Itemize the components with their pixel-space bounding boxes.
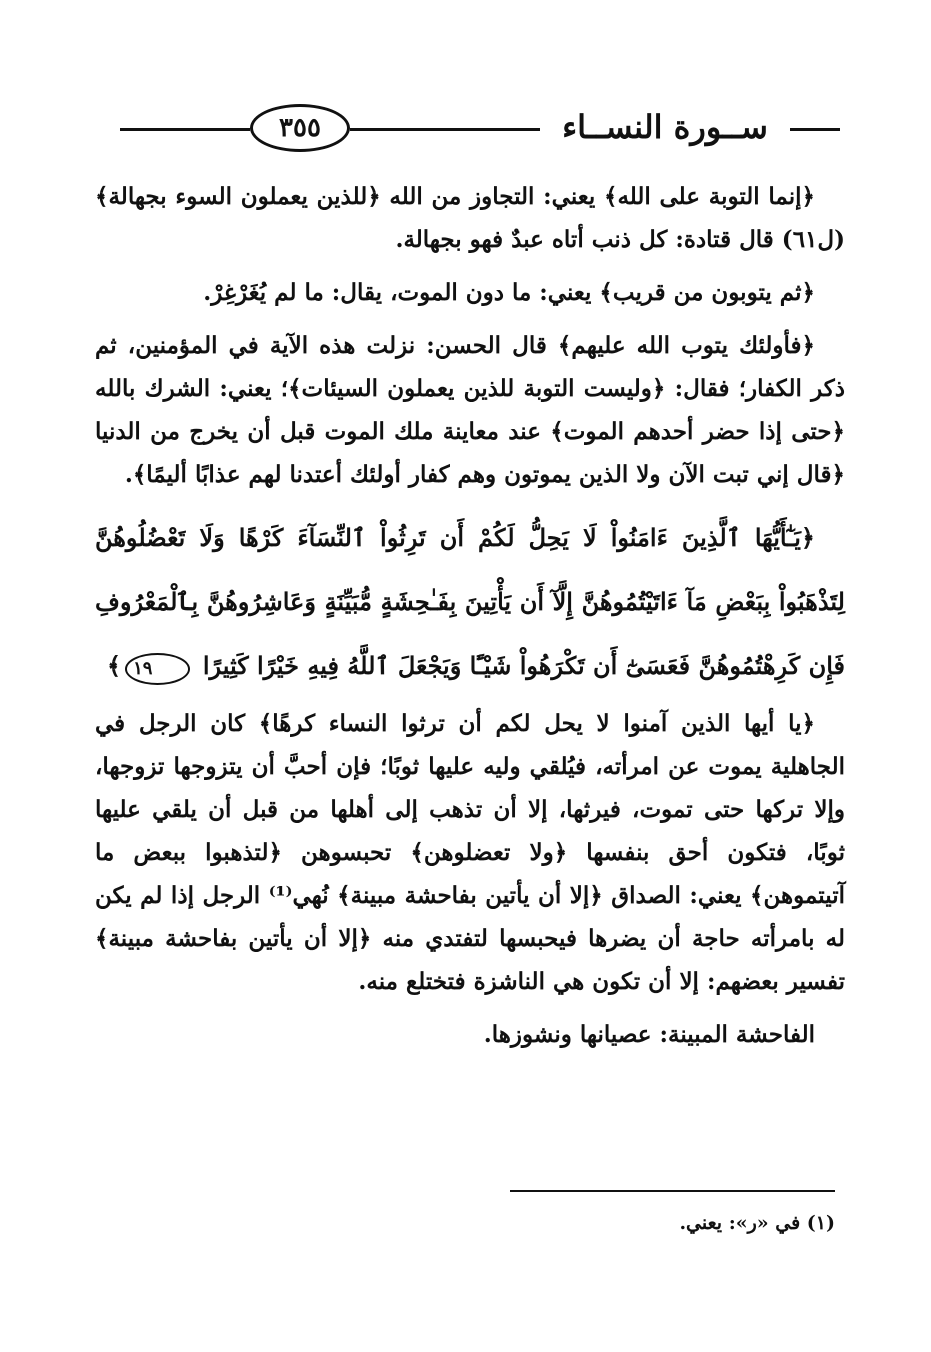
paragraph: ﴿إنما التوبة على الله﴾ يعني: التجاوز من الله ﴿للذين يعملون السوء بجهالة﴾ (ل٦١) قال قتادة: كل ذنب أتاه عبدٌ فهو بجهالة. <box>95 183 845 253</box>
verse-number: ١٩ <box>125 653 190 685</box>
header-rule <box>120 128 250 131</box>
paragraph: ﴿يا أيها الذين آمنوا لا يحل لكم أن ترثوا النساء كرهًا﴾ كان الرجل في الجاهلية يموت عن امرأته، فيُلقي وليه عليها ثوبًا؛ فإن أحبَّ أن يتزوجها تزوجها، وإلا تركها حتى تموت، فيرثها، إلا أن تذهب إلى أهلها من قبل أن يلقي عليها ثوبًا، فتكون أحق بنفسها ﴿ولا تعضلوهن﴾ تحبسوهن ﴿لتذهبوا ببعض ما آتيتموهن﴾ يعني: الصداق ﴿إلا أن يأتين بفاحشة مبينة﴾ نُهي⁽¹⁾ الرجل إذا لم يكن له بامرأته حاجة أن يضرها فيحبسها لتفتدي منه ﴿إلا أن يأتين بفاحشة مبينة﴾ تفسير بعضهم: إلا أن تكون هي الناشزة فتختلع منه. <box>95 710 845 995</box>
footnote-divider <box>510 1190 835 1192</box>
paragraph: الفاحشة المبينة: عصيانها ونشوزها. <box>483 1021 815 1048</box>
verse-text: ﴿يَـٰٓأَيُّهَا ٱلَّذِينَ ءَامَنُواْ لَا يَحِلُّ لَكُمْ أَن تَرِثُواْ ٱلنِّسَآءَ كَرْهًا وَلَا تَعْضُلُوهُنَّ لِتَذْهَبُواْ بِبَعْضِ مَآ ءَاتَيْتُمُوهُنَّ إِلَّآ أَن يَأْتِينَ بِفَـٰحِشَةٍ مُّبَيِّنَةٍ وَعَاشِرُوهُنَّ بِٱلْمَعْرُوفِ فَإِن كَرِهْتُمُوهُنَّ فَعَسَىٰٓ أَن تَكْرَهُواْ شَيْـًٔا وَيَجْعَلَ ٱللَّهُ فِيهِ خَيْرًا كَثِيرًا <box>95 523 845 680</box>
main-text <box>95 175 845 1066</box>
page-header <box>100 100 840 160</box>
paragraph: ﴿ثم يتوبون من قريب﴾ يعني: ما دون الموت، يقال: ما لم يُغَرْغِرْ. <box>203 279 815 306</box>
footnote: (١) في «ر»: يعني. <box>679 1212 835 1234</box>
surah-title: ســورة النســاء <box>562 108 768 146</box>
quran-verse <box>95 506 845 698</box>
paragraph: ﴿فأولئك يتوب الله عليهم﴾ قال الحسن: نزلت هذه الآية في المؤمنين، ثم ذكر الكفار؛ فقال: ﴿وليست التوبة للذين يعملون السيئات﴾؛ يعني: الشرك بالله ﴿حتى إذا حضر أحدهم الموت﴾ عند معاينة ملك الموت قبل أن يخرج من الدنيا ﴿قال إني تبت الآن ولا الذين يموتون وهم كفار أولئك أعتدنا لهم عذابًا أليمًا﴾. <box>95 332 845 488</box>
page-number: ٣٥٥ <box>250 104 350 152</box>
header-rule <box>790 128 840 131</box>
header-rule <box>350 128 540 131</box>
verse-close-bracket: ﴾ <box>107 651 122 680</box>
